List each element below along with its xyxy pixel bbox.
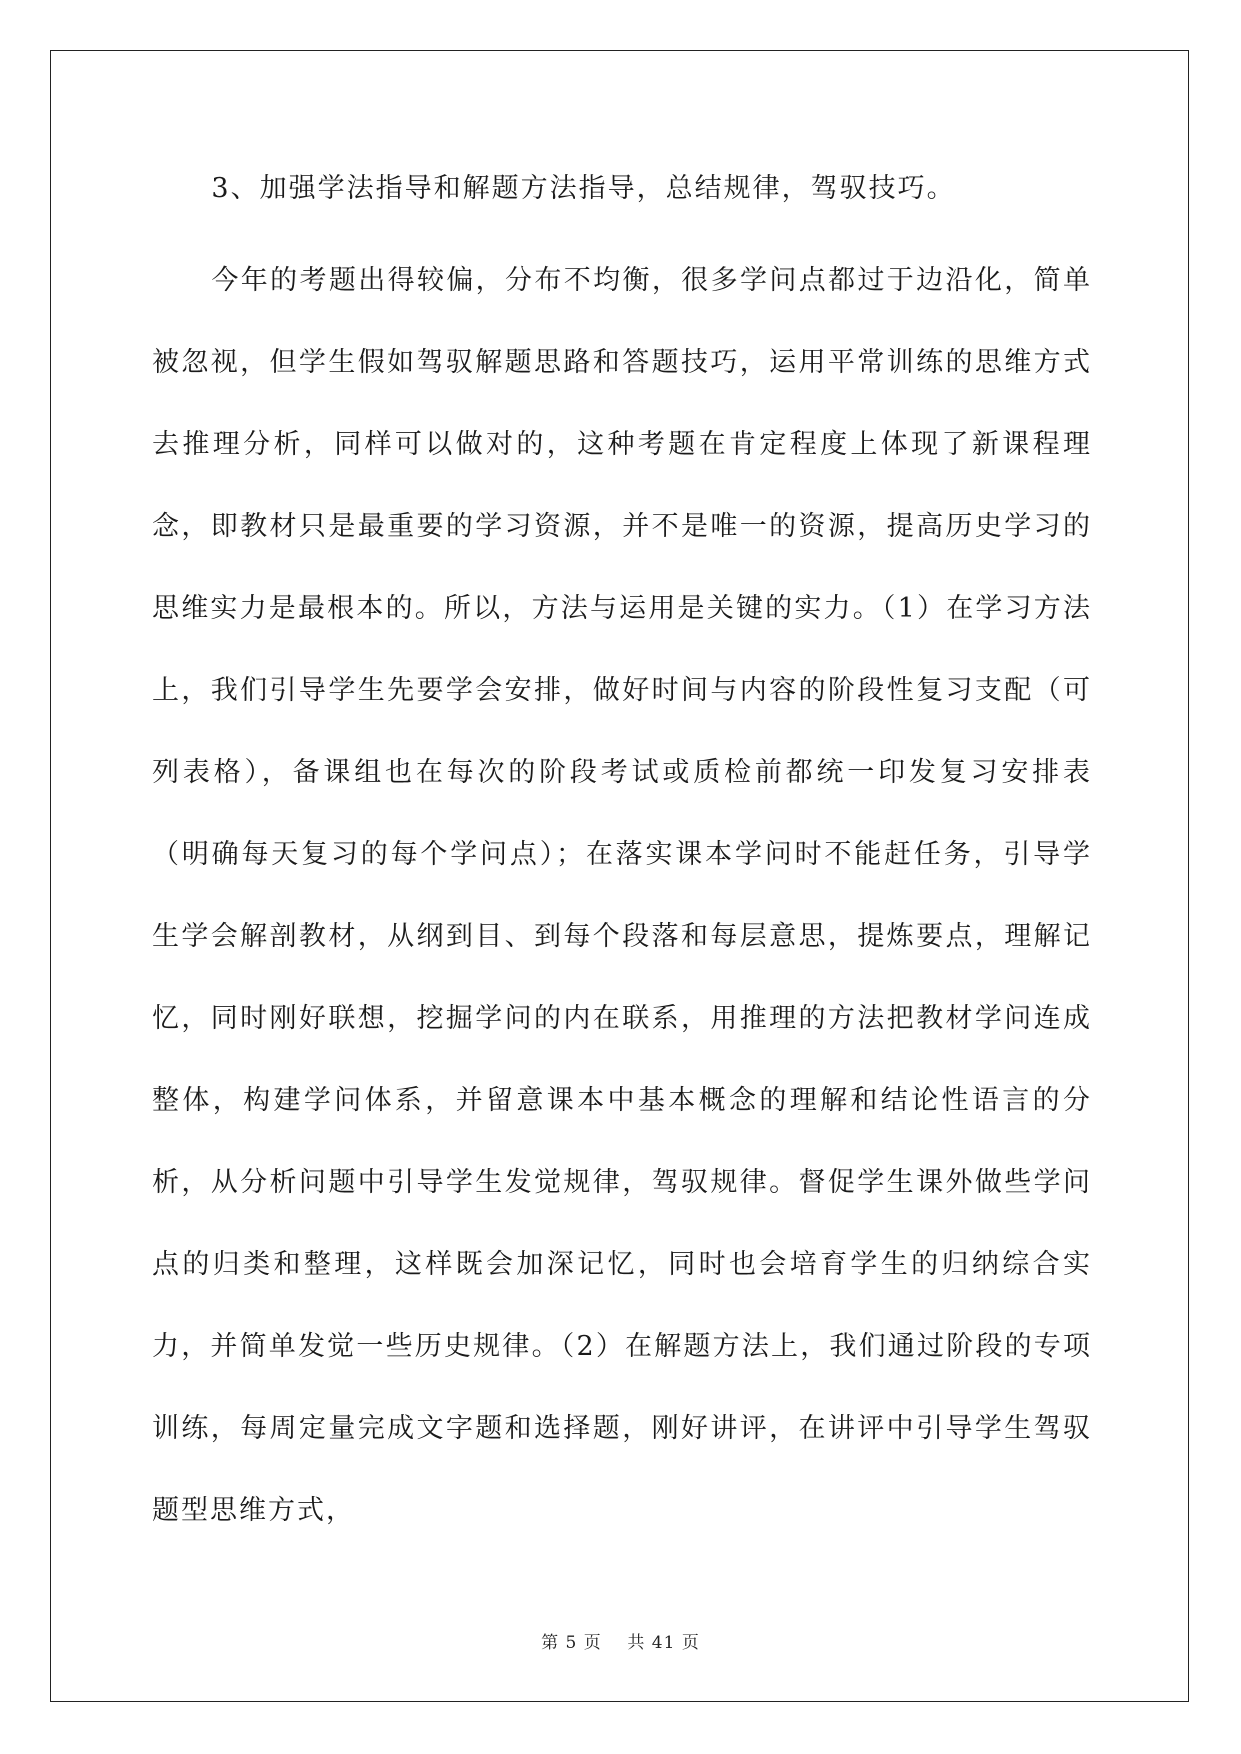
document-body (152, 162, 1092, 1552)
page-number-label: 第 5 页 共 41 页 (541, 1633, 700, 1653)
paragraph-body: 今年的考题出得较偏，分布不均衡，很多学问点都过于边沿化，简单被忽视，但学生假如驾驭解题思路和答题技巧，运用平常训练的思维方式去推理分析，同样可以做对的，这种考题在肯定程度上体现了新课程理念，即教材只是最重要的学习资源，并不是唯一的资源，提高历史学习的思维实力是最根本的。所以，方法与运用是关键的实力。（1）在学习方法上，我们引导学生先要学会安排，做好时间与内容的阶段性复习支配（可列表格），备课组也在每次的阶段考试或质检前都统一印发复习安排表（明确每天复习的每个学问点）；在落实课本学问时不能赶任务，引导学生学会解剖教材，从纲到目、到每个段落和每层意思，提炼要点，理解记忆，同时刚好联想，挖掘学问的内在联系，用推理的方法把教材学问连成整体，构建学问体系，并留意课本中基本概念的理解和结论性语言的分析，从分析问题中引导学生发觉规律，驾驭规律。督促学生课外做些学问点的归类和整理，这样既会加深记忆，同时也会培育学生的归纳综合实力，并简单发觉一些历史规律。（2）在解题方法上，我们通过阶段的专项训练，每周定量完成文字题和选择题，刚好讲评，在讲评中引导学生驾驭题型思维方式， (152, 265, 1092, 1526)
paragraph-heading-3: 3、加强学法指导和解题方法指导，总结规律，驾驭技巧。 (211, 173, 956, 204)
page-footer (0, 1628, 1241, 1653)
